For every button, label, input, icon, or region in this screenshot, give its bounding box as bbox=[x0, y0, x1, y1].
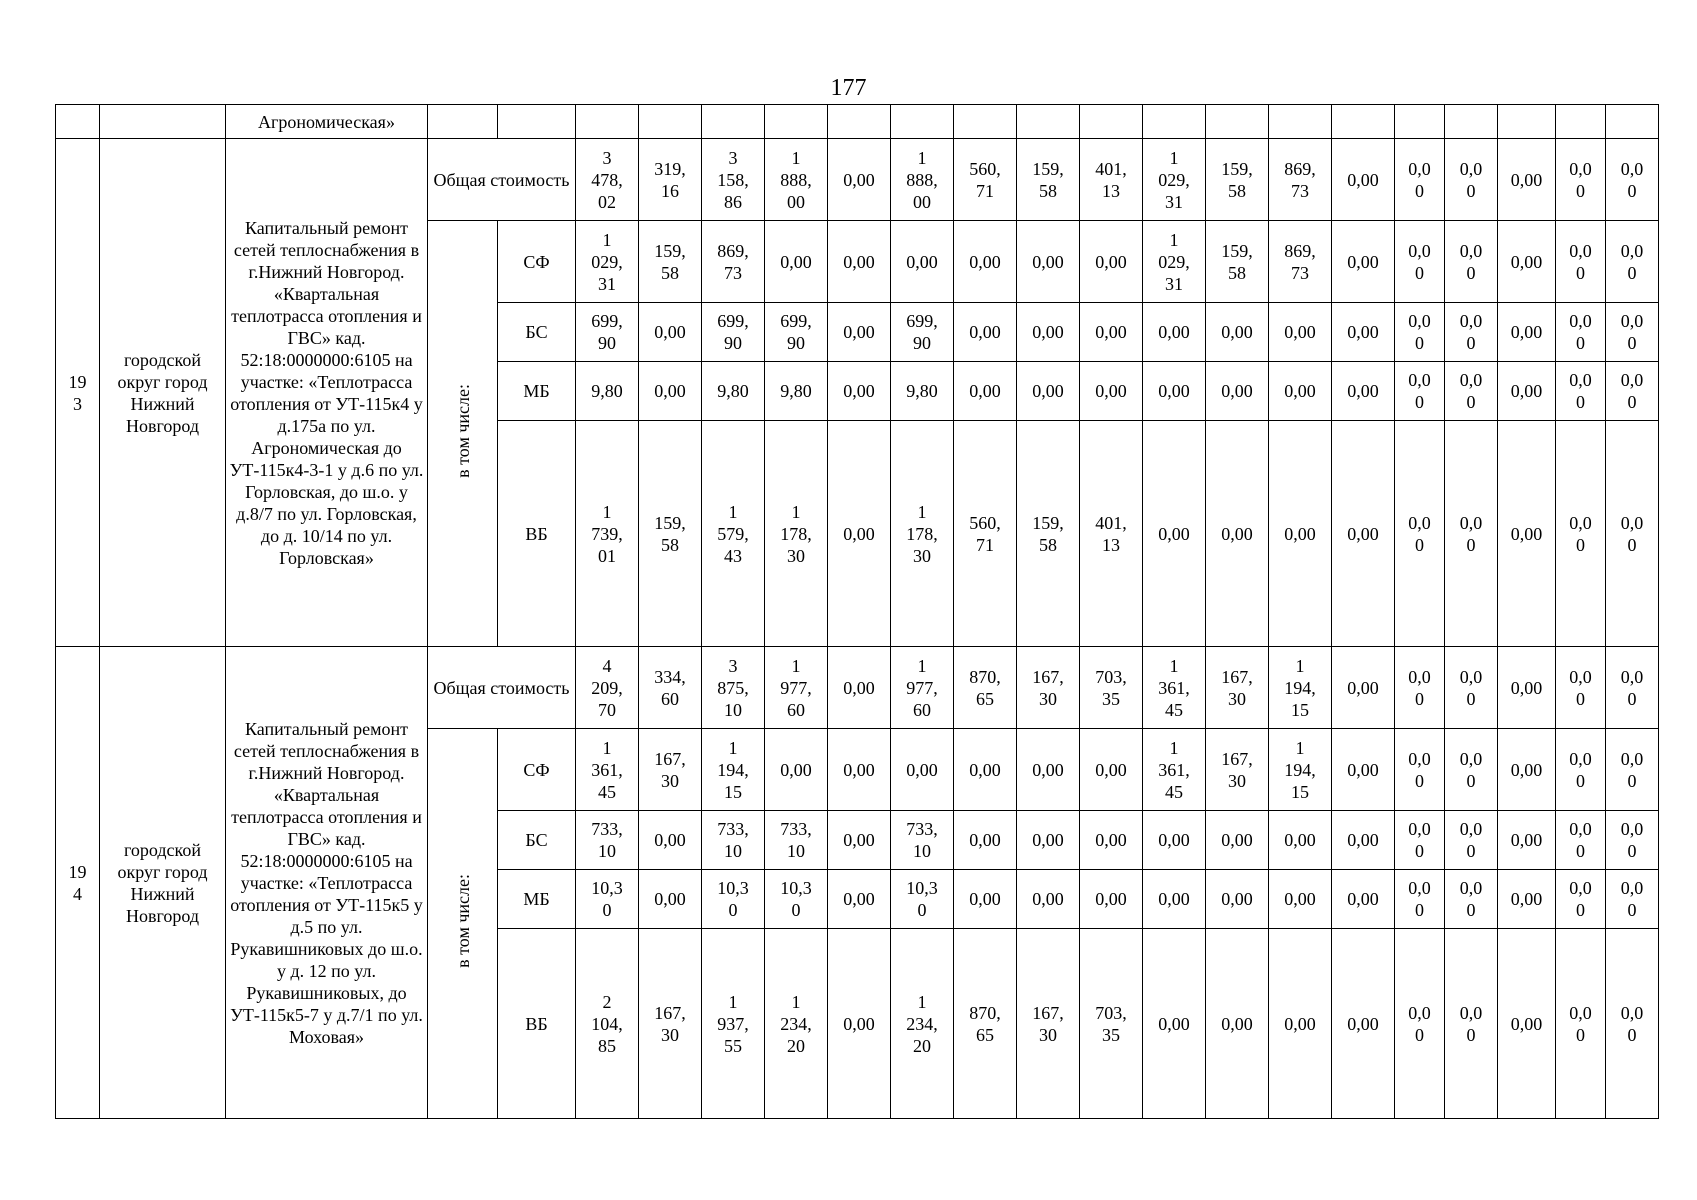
value-cell: 0,00 bbox=[1332, 362, 1395, 421]
value-cell: 167, 30 bbox=[1017, 647, 1080, 729]
value-cell: 0,00 bbox=[1080, 729, 1143, 811]
object-district: городской округ город Нижний Новгород bbox=[100, 139, 226, 647]
empty-cell bbox=[1080, 105, 1143, 139]
empty-cell bbox=[954, 105, 1017, 139]
value-cell: 0,00 bbox=[1498, 811, 1556, 870]
value-cell: 733, 10 bbox=[576, 811, 639, 870]
value-cell: 0,0 0 bbox=[1556, 870, 1606, 929]
value-cell: 401, 13 bbox=[1080, 139, 1143, 221]
value-cell: 1 029, 31 bbox=[1143, 221, 1206, 303]
value-cell: 0,0 0 bbox=[1606, 221, 1659, 303]
value-cell: 0,0 0 bbox=[1556, 929, 1606, 1119]
empty-cell bbox=[891, 105, 954, 139]
value-cell: 0,00 bbox=[639, 870, 702, 929]
value-cell: 0,0 0 bbox=[1606, 729, 1659, 811]
value-cell: 0,00 bbox=[1206, 929, 1269, 1119]
object-total-row bbox=[56, 139, 1659, 221]
value-cell: 0,00 bbox=[1143, 870, 1206, 929]
value-cell: 0,00 bbox=[1498, 929, 1556, 1119]
budget-table bbox=[55, 104, 1659, 1119]
value-cell: 3 875, 10 bbox=[702, 647, 765, 729]
value-cell: 0,00 bbox=[1080, 870, 1143, 929]
value-cell: 0,0 0 bbox=[1395, 139, 1445, 221]
empty-cell bbox=[702, 105, 765, 139]
funding-source: БС bbox=[498, 303, 576, 362]
value-cell: 1 234, 20 bbox=[765, 929, 828, 1119]
value-cell: 560, 71 bbox=[954, 139, 1017, 221]
value-cell: 0,0 0 bbox=[1395, 811, 1445, 870]
value-cell: 560, 71 bbox=[954, 421, 1017, 647]
value-cell: 0,00 bbox=[1269, 362, 1332, 421]
value-cell: 0,00 bbox=[1206, 362, 1269, 421]
value-cell: 0,00 bbox=[1143, 811, 1206, 870]
value-cell: 699, 90 bbox=[702, 303, 765, 362]
value-cell: 0,00 bbox=[1332, 811, 1395, 870]
value-cell: 1 888, 00 bbox=[891, 139, 954, 221]
empty-cell bbox=[100, 105, 226, 139]
funding-source: СФ bbox=[498, 221, 576, 303]
value-cell: 1 361, 45 bbox=[1143, 647, 1206, 729]
continuation-text: Агрономическая» bbox=[226, 105, 428, 139]
value-cell: 0,00 bbox=[1143, 362, 1206, 421]
object-number: 19 3 bbox=[56, 139, 100, 647]
value-cell: 167, 30 bbox=[639, 729, 702, 811]
value-cell: 0,00 bbox=[1498, 870, 1556, 929]
value-cell: 0,0 0 bbox=[1606, 303, 1659, 362]
value-cell: 0,00 bbox=[639, 362, 702, 421]
total-label: Общая стоимость bbox=[428, 647, 576, 729]
value-cell: 0,0 0 bbox=[1445, 139, 1498, 221]
value-cell: 1 977, 60 bbox=[765, 647, 828, 729]
value-cell: 1 178, 30 bbox=[765, 421, 828, 647]
value-cell: 0,0 0 bbox=[1445, 221, 1498, 303]
empty-cell bbox=[1269, 105, 1332, 139]
value-cell: 0,0 0 bbox=[1395, 647, 1445, 729]
value-cell: 9,80 bbox=[891, 362, 954, 421]
value-cell: 0,00 bbox=[954, 221, 1017, 303]
value-cell: 0,0 0 bbox=[1445, 362, 1498, 421]
value-cell: 0,00 bbox=[954, 303, 1017, 362]
value-cell: 703, 35 bbox=[1080, 647, 1143, 729]
value-cell: 0,00 bbox=[1332, 647, 1395, 729]
value-cell: 1 194, 15 bbox=[1269, 729, 1332, 811]
value-cell: 2 104, 85 bbox=[576, 929, 639, 1119]
value-cell: 0,00 bbox=[1143, 421, 1206, 647]
value-cell: 0,00 bbox=[1143, 929, 1206, 1119]
value-cell: 0,0 0 bbox=[1556, 139, 1606, 221]
page-number: 177 bbox=[830, 75, 867, 101]
value-cell: 0,00 bbox=[828, 303, 891, 362]
value-cell: 0,00 bbox=[1206, 870, 1269, 929]
value-cell: 0,00 bbox=[828, 729, 891, 811]
value-cell: 0,0 0 bbox=[1445, 729, 1498, 811]
value-cell: 3 478, 02 bbox=[576, 139, 639, 221]
value-cell: 0,00 bbox=[1017, 303, 1080, 362]
value-cell: 699, 90 bbox=[891, 303, 954, 362]
value-cell: 159, 58 bbox=[1206, 221, 1269, 303]
empty-cell bbox=[428, 105, 498, 139]
value-cell: 0,0 0 bbox=[1395, 221, 1445, 303]
value-cell: 0,00 bbox=[1017, 870, 1080, 929]
value-cell: 0,00 bbox=[891, 729, 954, 811]
value-cell: 0,00 bbox=[1269, 421, 1332, 647]
value-cell: 699, 90 bbox=[576, 303, 639, 362]
value-cell: 159, 58 bbox=[639, 221, 702, 303]
value-cell: 0,0 0 bbox=[1556, 647, 1606, 729]
value-cell: 167, 30 bbox=[1206, 647, 1269, 729]
funding-source: СФ bbox=[498, 729, 576, 811]
value-cell: 159, 58 bbox=[639, 421, 702, 647]
value-cell: 0,0 0 bbox=[1395, 362, 1445, 421]
value-cell: 0,00 bbox=[954, 811, 1017, 870]
empty-cell bbox=[1395, 105, 1445, 139]
value-cell: 0,00 bbox=[1498, 139, 1556, 221]
empty-cell bbox=[1017, 105, 1080, 139]
funding-source: МБ bbox=[498, 870, 576, 929]
empty-cell bbox=[1332, 105, 1395, 139]
value-cell: 0,00 bbox=[1017, 729, 1080, 811]
value-cell: 159, 58 bbox=[1017, 139, 1080, 221]
empty-cell bbox=[498, 105, 576, 139]
value-cell: 0,00 bbox=[1206, 421, 1269, 647]
value-cell: 0,00 bbox=[828, 221, 891, 303]
including-label bbox=[428, 221, 498, 647]
value-cell: 0,00 bbox=[1269, 929, 1332, 1119]
value-cell: 0,0 0 bbox=[1395, 303, 1445, 362]
value-cell: 869, 73 bbox=[1269, 139, 1332, 221]
empty-cell bbox=[765, 105, 828, 139]
empty-cell bbox=[639, 105, 702, 139]
value-cell: 0,00 bbox=[1206, 303, 1269, 362]
empty-cell bbox=[1143, 105, 1206, 139]
value-cell: 1 888, 00 bbox=[765, 139, 828, 221]
object-district: городской округ город Нижний Новгород bbox=[100, 647, 226, 1119]
empty-cell bbox=[1606, 105, 1659, 139]
value-cell: 0,0 0 bbox=[1445, 647, 1498, 729]
value-cell: 1 739, 01 bbox=[576, 421, 639, 647]
empty-cell bbox=[1556, 105, 1606, 139]
value-cell: 870, 65 bbox=[954, 929, 1017, 1119]
object-number: 19 4 bbox=[56, 647, 100, 1119]
value-cell: 167, 30 bbox=[1206, 729, 1269, 811]
value-cell: 0,0 0 bbox=[1395, 421, 1445, 647]
value-cell: 1 029, 31 bbox=[576, 221, 639, 303]
value-cell: 4 209, 70 bbox=[576, 647, 639, 729]
value-cell: 0,0 0 bbox=[1556, 421, 1606, 647]
value-cell: 0,0 0 bbox=[1606, 139, 1659, 221]
value-cell: 0,0 0 bbox=[1606, 870, 1659, 929]
empty-cell bbox=[1498, 105, 1556, 139]
value-cell: 0,0 0 bbox=[1556, 811, 1606, 870]
value-cell: 1 178, 30 bbox=[891, 421, 954, 647]
value-cell: 1 361, 45 bbox=[1143, 729, 1206, 811]
value-cell: 1 194, 15 bbox=[1269, 647, 1332, 729]
value-cell: 334, 60 bbox=[639, 647, 702, 729]
value-cell: 0,0 0 bbox=[1606, 362, 1659, 421]
value-cell: 10,3 0 bbox=[891, 870, 954, 929]
funding-source: ВБ bbox=[498, 421, 576, 647]
value-cell: 0,00 bbox=[1498, 221, 1556, 303]
value-cell: 0,00 bbox=[1143, 303, 1206, 362]
empty-cell bbox=[1445, 105, 1498, 139]
value-cell: 869, 73 bbox=[1269, 221, 1332, 303]
continuation-row bbox=[56, 105, 1659, 139]
value-cell: 733, 10 bbox=[765, 811, 828, 870]
value-cell: 0,0 0 bbox=[1395, 929, 1445, 1119]
value-cell: 0,00 bbox=[828, 421, 891, 647]
value-cell: 0,00 bbox=[1332, 729, 1395, 811]
value-cell: 0,00 bbox=[1017, 811, 1080, 870]
value-cell: 0,00 bbox=[1332, 303, 1395, 362]
including-label-text: в том числе: bbox=[452, 874, 473, 968]
empty-cell bbox=[1206, 105, 1269, 139]
value-cell: 10,3 0 bbox=[576, 870, 639, 929]
value-cell: 0,00 bbox=[828, 870, 891, 929]
value-cell: 0,00 bbox=[828, 929, 891, 1119]
value-cell: 869, 73 bbox=[702, 221, 765, 303]
value-cell: 0,00 bbox=[765, 729, 828, 811]
value-cell: 0,00 bbox=[1017, 221, 1080, 303]
value-cell: 0,00 bbox=[765, 221, 828, 303]
value-cell: 0,0 0 bbox=[1606, 647, 1659, 729]
value-cell: 0,00 bbox=[639, 811, 702, 870]
including-label bbox=[428, 729, 498, 1119]
object-name: Капитальный ремонт сетей теплоснабжения в г.Нижний Новгород. «Квартальная теплотрасса отопления и ГВС» кад. 52:18:0000000:6105 на участке: «Теплотрасса отопления от УТ-115к4 у д.175а по ул. Агрономическая до УТ-115к4-3-1 у д.6 по ул. Горловская, до ш.о. у д.8/7 по ул. Горловская, до д. 10/14 по ул. Горловская» bbox=[226, 139, 428, 647]
value-cell: 0,0 0 bbox=[1556, 221, 1606, 303]
value-cell: 0,00 bbox=[1498, 421, 1556, 647]
value-cell: 0,00 bbox=[1498, 729, 1556, 811]
value-cell: 1 194, 15 bbox=[702, 729, 765, 811]
empty-cell bbox=[828, 105, 891, 139]
value-cell: 0,00 bbox=[1332, 929, 1395, 1119]
value-cell: 167, 30 bbox=[639, 929, 702, 1119]
value-cell: 0,00 bbox=[639, 303, 702, 362]
funding-source: БС bbox=[498, 811, 576, 870]
value-cell: 9,80 bbox=[576, 362, 639, 421]
value-cell: 0,00 bbox=[1332, 421, 1395, 647]
value-cell: 1 029, 31 bbox=[1143, 139, 1206, 221]
value-cell: 733, 10 bbox=[891, 811, 954, 870]
value-cell: 0,00 bbox=[828, 811, 891, 870]
funding-source: МБ bbox=[498, 362, 576, 421]
value-cell: 319, 16 bbox=[639, 139, 702, 221]
value-cell: 0,0 0 bbox=[1556, 729, 1606, 811]
value-cell: 10,3 0 bbox=[702, 870, 765, 929]
value-cell: 870, 65 bbox=[954, 647, 1017, 729]
value-cell: 0,00 bbox=[1080, 362, 1143, 421]
value-cell: 0,0 0 bbox=[1445, 421, 1498, 647]
value-cell: 0,00 bbox=[828, 362, 891, 421]
value-cell: 9,80 bbox=[702, 362, 765, 421]
value-cell: 0,0 0 bbox=[1445, 303, 1498, 362]
value-cell: 733, 10 bbox=[702, 811, 765, 870]
value-cell: 0,00 bbox=[891, 221, 954, 303]
empty-cell bbox=[56, 105, 100, 139]
value-cell: 0,00 bbox=[1332, 221, 1395, 303]
value-cell: 10,3 0 bbox=[765, 870, 828, 929]
including-label-text: в том числе: bbox=[452, 384, 473, 478]
value-cell: 0,0 0 bbox=[1395, 729, 1445, 811]
value-cell: 0,00 bbox=[1498, 647, 1556, 729]
value-cell: 0,0 0 bbox=[1556, 362, 1606, 421]
value-cell: 0,0 0 bbox=[1606, 929, 1659, 1119]
empty-cell bbox=[576, 105, 639, 139]
value-cell: 0,0 0 bbox=[1395, 870, 1445, 929]
value-cell: 0,00 bbox=[828, 139, 891, 221]
value-cell: 0,00 bbox=[1498, 362, 1556, 421]
value-cell: 0,00 bbox=[1269, 811, 1332, 870]
value-cell: 703, 35 bbox=[1080, 929, 1143, 1119]
value-cell: 167, 30 bbox=[1017, 929, 1080, 1119]
value-cell: 0,00 bbox=[954, 362, 1017, 421]
funding-source: ВБ bbox=[498, 929, 576, 1119]
value-cell: 0,0 0 bbox=[1606, 811, 1659, 870]
value-cell: 159, 58 bbox=[1017, 421, 1080, 647]
value-cell: 9,80 bbox=[765, 362, 828, 421]
value-cell: 401, 13 bbox=[1080, 421, 1143, 647]
value-cell: 159, 58 bbox=[1206, 139, 1269, 221]
value-cell: 0,0 0 bbox=[1445, 870, 1498, 929]
value-cell: 0,00 bbox=[954, 870, 1017, 929]
value-cell: 0,00 bbox=[1269, 870, 1332, 929]
value-cell: 1 234, 20 bbox=[891, 929, 954, 1119]
value-cell: 0,00 bbox=[1498, 303, 1556, 362]
object-name: Капитальный ремонт сетей теплоснабжения в г.Нижний Новгород. «Квартальная теплотрасса отопления и ГВС» кад. 52:18:0000000:6105 на участке: «Теплотрасса отопления от УТ-115к5 у д.5 по ул. Рукавишниковых до ш.о. у д. 12 по ул. Рукавишниковых, до УТ-115к5-7 у д.7/1 по ул. Моховая» bbox=[226, 647, 428, 1119]
value-cell: 0,0 0 bbox=[1445, 929, 1498, 1119]
value-cell: 0,00 bbox=[954, 729, 1017, 811]
value-cell: 0,00 bbox=[1080, 221, 1143, 303]
value-cell: 0,00 bbox=[1269, 303, 1332, 362]
value-cell: 699, 90 bbox=[765, 303, 828, 362]
value-cell: 0,0 0 bbox=[1445, 811, 1498, 870]
value-cell: 1 977, 60 bbox=[891, 647, 954, 729]
value-cell: 0,00 bbox=[1080, 303, 1143, 362]
value-cell: 1 361, 45 bbox=[576, 729, 639, 811]
value-cell: 0,00 bbox=[1332, 139, 1395, 221]
object-total-row bbox=[56, 647, 1659, 729]
value-cell: 0,00 bbox=[828, 647, 891, 729]
value-cell: 0,00 bbox=[1080, 811, 1143, 870]
value-cell: 0,0 0 bbox=[1556, 303, 1606, 362]
value-cell: 0,00 bbox=[1206, 811, 1269, 870]
total-label: Общая стоимость bbox=[428, 139, 576, 221]
value-cell: 0,00 bbox=[1332, 870, 1395, 929]
value-cell: 1 937, 55 bbox=[702, 929, 765, 1119]
value-cell: 1 579, 43 bbox=[702, 421, 765, 647]
value-cell: 0,0 0 bbox=[1606, 421, 1659, 647]
value-cell: 0,00 bbox=[1017, 362, 1080, 421]
value-cell: 3 158, 86 bbox=[702, 139, 765, 221]
